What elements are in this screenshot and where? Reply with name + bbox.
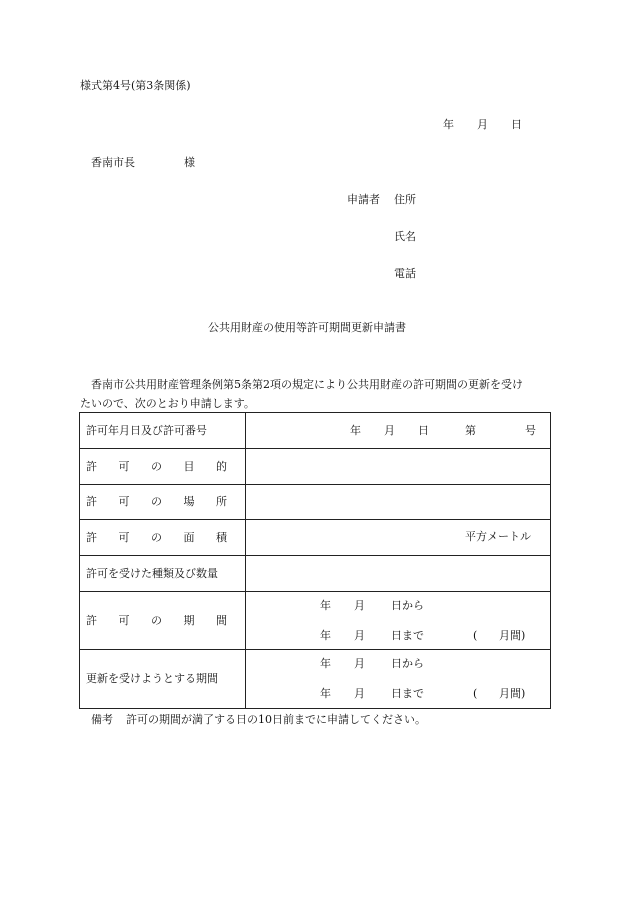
permit-day: 日 <box>418 424 429 437</box>
permit-month: 月 <box>384 424 395 437</box>
note-label: 備考 <box>91 713 113 726</box>
value-purpose[interactable] <box>246 449 551 485</box>
permit-dai: 第 <box>465 424 476 437</box>
label-char: 期 <box>183 613 195 627</box>
row-permit-period <box>80 592 551 650</box>
period-start-from: 日から <box>391 599 424 612</box>
value-permit-period[interactable] <box>246 592 551 650</box>
label-location <box>80 485 246 520</box>
row-type-quantity <box>80 556 551 592</box>
label-permit-period <box>80 592 246 650</box>
label-char: 許 <box>86 530 97 544</box>
label-char: 目 <box>183 459 195 473</box>
label-text: 許可を受けた種類及び数量 <box>86 566 218 580</box>
renewal-end-month: 月 <box>354 687 365 700</box>
row-purpose <box>80 449 551 485</box>
applicant-address-label: 住所 <box>394 193 416 206</box>
row-renewal-period <box>80 650 551 709</box>
label-purpose <box>80 449 246 485</box>
value-permit-date-number[interactable] <box>246 413 551 449</box>
applicant-phone-label: 電話 <box>394 267 416 280</box>
row-permit-date-number <box>80 413 551 449</box>
label-char: の <box>151 613 162 627</box>
label-area <box>80 520 246 556</box>
label-char: 積 <box>216 530 227 544</box>
value-type-quantity[interactable] <box>246 556 551 592</box>
renewal-start-month: 月 <box>354 657 365 670</box>
permit-go: 号 <box>525 424 536 437</box>
period-paren-open: ( <box>473 629 478 642</box>
label-permit-date-number <box>80 413 246 449</box>
label-char: 可 <box>118 530 130 544</box>
body-line-1: 香南市公共用財産管理条例第5条第2項の規定により公共用財産の許可期間の更新を受け <box>91 378 523 391</box>
date-year-label: 年 <box>443 118 454 131</box>
label-char: 可 <box>118 495 130 508</box>
document-title: 公共用財産の使用等許可期間更新申請書 <box>208 321 406 334</box>
label-char: 可 <box>118 459 130 473</box>
period-end-month: 月 <box>354 629 365 642</box>
label-char: の <box>151 459 162 473</box>
renewal-end-until: 日まで <box>391 687 424 700</box>
label-char: 的 <box>216 459 227 473</box>
renewal-months: 月間) <box>499 687 526 700</box>
label-char: の <box>151 495 162 508</box>
period-start-year: 年 <box>320 599 331 612</box>
renewal-start-from: 日から <box>391 657 424 670</box>
renewal-start-year: 年 <box>320 657 331 670</box>
period-end-year: 年 <box>320 629 331 642</box>
applicant-label: 申請者 <box>347 193 380 206</box>
row-area <box>80 520 551 556</box>
addressee-honorific: 様 <box>184 156 195 169</box>
value-location[interactable] <box>246 485 551 520</box>
permit-year: 年 <box>350 424 361 437</box>
period-end-until: 日まで <box>391 629 424 642</box>
row-location <box>80 485 551 520</box>
date-month-label: 月 <box>477 118 488 131</box>
label-renewal-period <box>80 650 246 709</box>
date-day-label: 日 <box>511 118 522 131</box>
label-char: 所 <box>216 495 227 508</box>
label-char: 場 <box>183 495 195 508</box>
label-char: 面 <box>183 530 195 544</box>
label-char: 間 <box>216 613 227 627</box>
applicant-name-label: 氏名 <box>394 230 416 243</box>
label-text: 更新を受けようとする期間 <box>86 672 218 685</box>
period-months: 月間) <box>499 629 526 642</box>
application-table <box>79 412 551 709</box>
area-unit: 平方メートル <box>465 530 531 543</box>
form-number: 様式第4号(第3条関係) <box>80 79 191 92</box>
period-start-month: 月 <box>354 599 365 612</box>
addressee-name: 香南市長 <box>91 156 135 169</box>
label-char: 許 <box>86 459 97 473</box>
label-char: 可 <box>118 613 130 627</box>
label-char: 許 <box>86 495 97 508</box>
body-line-2: たいので、次のとおり申請します。 <box>80 397 255 410</box>
value-renewal-period[interactable] <box>246 650 551 709</box>
value-area[interactable] <box>246 520 551 556</box>
label-text: 許可年月日及び許可番号 <box>86 423 207 437</box>
note-text: 許可の期間が満了する日の10日前までに申請してください。 <box>126 713 426 726</box>
renewal-end-year: 年 <box>320 687 331 700</box>
renewal-paren-open: ( <box>473 687 478 700</box>
label-char: の <box>151 530 162 544</box>
label-char: 許 <box>86 613 97 627</box>
label-type-quantity <box>80 556 246 592</box>
